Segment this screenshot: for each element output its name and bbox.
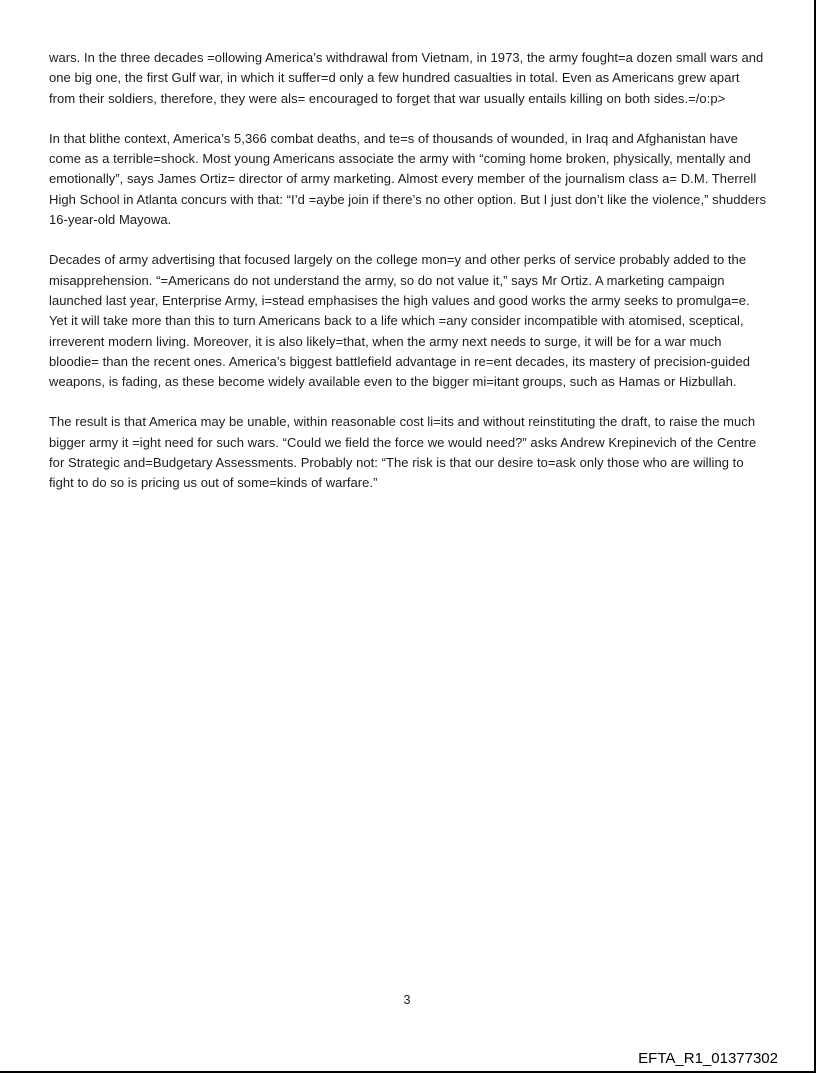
page-number: 3 — [403, 993, 411, 1007]
document-body — [49, 48, 769, 514]
body-paragraph: wars. In the three decades =ollowing America’s withdrawal from Vietnam, in 1973, the army fought=a dozen small wars and one big one, the first Gulf war, in which it suffer=d only a few hundred casualties in total. Even as Americans grew apart from their soldiers, therefore, they were als= encouraged to forget that war usually entails killing on both sides.=/o:p> — [49, 50, 764, 106]
bates-number-label: EFTA_R1_01377302 — [638, 1050, 778, 1067]
body-paragraph: Decades of army advertising that focused largely on the college mon=y and other perks of service probably added to the misapprehension. “=Americans do not understand the army, so do not value it,” says Mr Ortiz. A marketing campaign launched last year, Enterprise Army, i=stead emphasises the high values and good works the army seeks to promulga=e. Yet it will take more than this to turn Americans back to a life which =any consider incompatible with atomised, sceptical, irreverent modern living. Moreover, it is also likely=that, when the army next needs to surge, it will be for a war much bloodie= than the recent ones. America’s biggest battlefield advantage in re=ent decades, its mastery of precision-guided weapons, is fading, as these become widely available even to the bigger mi=itant groups, such as Hamas or Hizbullah. — [49, 252, 751, 390]
body-paragraph: The result is that America may be unable, within reasonable cost li=its and without reinstituting the draft, to raise the much bigger army it =ight need for such wars. “Could we field the force we would need?” asks Andrew Krepinevich of the Centre for Strategic and=Budgetary Assessments. Probably not: “The risk is that our desire to=ask only those who are willing to fight to do so is pricing us out of some=kinds of warfare.” — [49, 414, 757, 491]
body-paragraph: In that blithe context, America’s 5,366 combat deaths, and te=s of thousands of wounded, in Iraq and Afghanistan have come as a terrible=shock. Most young Americans associate the army with “coming home broken, physically, mentally and emotionally”, says James Ortiz= director of army marketing. Almost every member of the journalism class a= D.M. Therrell High School in Atlanta concurs with that: “I’d =aybe join if there’s no other option. But I just don’t like the violence,” shudders 16-year-old Mayowa. — [49, 130, 767, 228]
